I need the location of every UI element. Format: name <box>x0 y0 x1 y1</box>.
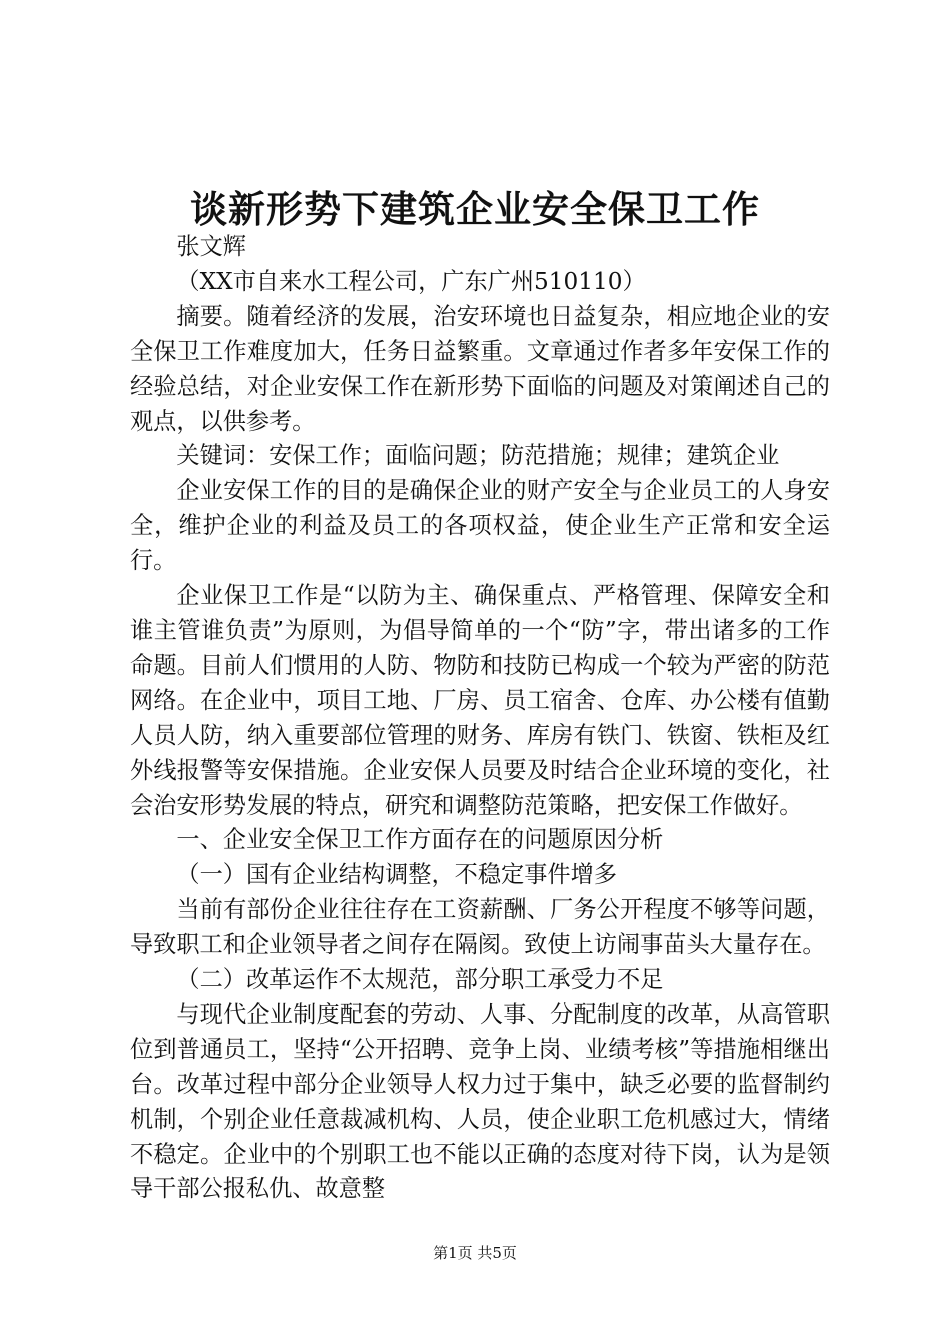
body-paragraph: 企业安保工作的目的是确保企业的财产安全与企业员工的人身安全，维护企业的利益及员工的各项权益，使企业生产正常和安全运行。 <box>130 477 830 575</box>
subsection-heading: （一）国有企业结构调整，不稳定事件增多 <box>176 861 617 889</box>
keywords-paragraph: 关键词：安保工作；面临问题；防范措施；规律；建筑企业 <box>176 442 780 470</box>
document-title: 谈新形势下建筑企业安全保卫工作 <box>190 187 760 231</box>
page-footer: 第1页 共5页 <box>433 1244 517 1262</box>
body-paragraph: 当前有部份企业往往存在工资薪酬、厂务公开程度不够等问题，导致职工和企业领导者之间存在隔阂。致使上访闹事苗头大量存在。 <box>130 896 830 959</box>
document-body <box>130 230 830 1207</box>
body-paragraph: 企业保卫工作是“以防为主、确保重点、严格管理、保障安全和谁主管谁负责”为原则，为倡导简单的一个“防”字，带出诸多的工作命题。目前人们惯用的人防、物防和技防已构成一个较为严密的防范网络。在企业中，项目工地、厂房、员工宿舍、仓库、办公楼有值勤人员人防，纳入重要部位管理的财务、库房有铁门、铁窗、铁柜及红外线报警等安保措施。企业安保人员要及时结合企业环境的变化，社会治安形势发展的特点，研究和调整防范策略，把安保工作做好。 <box>130 582 830 819</box>
author-line: 张文辉 <box>176 233 246 260</box>
affiliation-line: （XX市自来水工程公司，广东广州510110） <box>176 267 646 295</box>
section-heading: 一、企业安全保卫工作方面存在的问题原因分析 <box>176 826 664 854</box>
abstract-paragraph: 摘要。随着经济的发展，治安环境也日益复杂，相应地企业的安全保卫工作难度加大，任务日益繁重。文章通过作者多年安保工作的经验总结，对企业安保工作在新形势下面临的问题及对策阐述自己的观点，以供参考。 <box>130 302 830 435</box>
body-paragraph: 与现代企业制度配套的劳动、人事、分配制度的改革，从高管职位到普通员工，坚持“公开招聘、竞争上岗、业绩考核”等措施相继出台。改革过程中部分企业领导人权力过于集中，缺乏必要的监督制约机制，个别企业任意裁减机构、人员，使企业职工危机感过大，情绪不稳定。企业中的个别职工也不能以正确的态度对待下岗，认为是领导干部公报私仇、故意整 <box>130 1000 830 1203</box>
subsection-heading: （二）改革运作不太规范，部分职工承受力不足 <box>176 966 664 994</box>
